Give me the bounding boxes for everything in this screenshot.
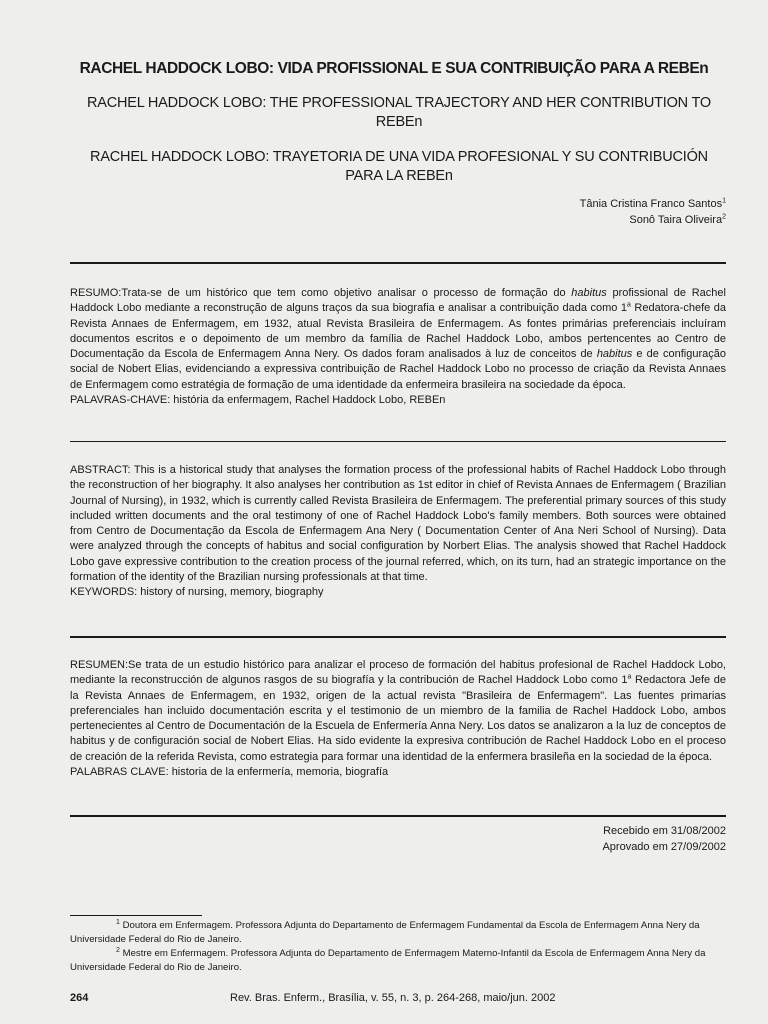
- section-divider: [70, 815, 726, 817]
- title-portuguese: RACHEL HADDOCK LOBO: VIDA PROFISSIONAL E SUA CONTRIBUIÇÃO PARA A REBEn: [79, 60, 709, 77]
- section-divider: [70, 262, 726, 264]
- approved-date: Aprovado em 27/09/2002: [602, 841, 726, 853]
- footnote-divider: [70, 915, 202, 916]
- resumo-text: RESUMO:Trata-se de um histórico que tem como objetivo analisar o processo de formação do habitus profissional de Rachel Haddock Lobo mediante a reconstrução de alguns traços da sua biografia e analisar a contribuição dada como 1$^a$ Redatora-chefe da Revista Annaes de Enfermagem, em 1932, atual Revista Brasileira de Enfermagem. As fontes primárias preferenciais incluíram documentos escritos e o depoimento de um membro da família de Rachel Haddock Lobo, ambos pertencentes ao Centro de Documentação da Escola de Enfermagem Anna Nery. Os dados foram analisados à luz de conceitos de habitus e de configuração social de Nobert Elias, evidenciando a expressiva contribuição de Rachel Haddock Lobo no processo de criação da Revista Annaes de Enfermagem como estratégia de formação de uma identidade da enfermeira brasileira na sociedade da época.: [70, 287, 727, 391]
- title-spanish: RACHEL HADDOCK LOBO: TRAYETORIA DE UNA VIDA PROFESIONAL Y SU CONTRIBUCIÓN PARA LA REBEn: [90, 149, 708, 184]
- section-divider: [70, 636, 726, 638]
- author: Tânia Cristina Franco Santos$^1$: [579, 197, 726, 210]
- resumen-text: RESUMEN:Se trata de un estudio histórico para analizar el proceso de formación del habitus profesional de Rachel Haddock Lobo, mediante la reconstrucción de algunos rasgos de su biografía y la contribución de Rachel Haddock Lobo como 1$^a$ Redactora Jefe de la Revista Annaes de Enfermagem, en 1932, origen de la actual revista "Brasileira de Enfermagem". Las fuentes primarias preferenciales han incluido documentación escrita y el testimonio de un miembro de la familia de Rachel Haddock Lobo, ambos pertenecientes al Centro de Documentación de la Escuela de Enfermería Anna Nery. Los datos se analizaron a la luz de conceptos de habitus y de configuración social de Nobert Elias. Ha sido evidente la expresiva contribución de Rachel Haddock Lobo en el proceso de creación de la referida Revista, como estrategia para formar una identidad de la enfermera brasileña en la sociedad de la época.: [70, 659, 726, 763]
- resumen-block: [70, 658, 726, 780]
- page-number: 264: [70, 992, 89, 1004]
- footnotes: [70, 919, 726, 975]
- author: Sonô Taira Oliveira$^2$: [629, 213, 726, 226]
- section-divider: [70, 441, 726, 442]
- abstract-text: ABSTRACT: This is a historical study that analyses the formation process of the professional habits of Rachel Haddock Lobo through the reconstruction of her biography. It also analyses her contribution as 1st editor in chief of Revista Annaes de Enfermagem ( Brazilian Journal of Nursing), in 1932, which is currently called Revista Brasileira de Enfermagem. The preferential primary sources of this study included written documents and the oral testimony of one of Rachel Haddock Lobo's family members. Both sources were obtained from Centro de Documentação da Escola de Enfermagem Ana Nery ( Documentation Center of Ana Neri School of Nursing). Data were analyzed through the concepts of habitus and social configuration by Norbert Elias. The analysis showed that Rachel Haddock Lobo gave expressive contribution to the creation process of the journal referred, which, on its turn, had an strategic importance on the formation of the identity of the Brazilian nursing professionals at that time.: [70, 464, 726, 584]
- author-list: [580, 196, 726, 228]
- footnote-marker: 2: [722, 213, 726, 221]
- title-english: RACHEL HADDOCK LOBO: THE PROFESSIONAL TRAJECTORY AND HER CONTRIBUTION TO REBEn: [87, 95, 711, 130]
- footnote: $^2$ Mestre em Enfermagem. Professora Adjunta do Departamento de Enfermagem Materno-Infantil da Escola de Enfermagem Anna Nery da Universidade Federal do Rio de Janeiro.: [70, 947, 706, 973]
- received-date: Recebido em 31/08/2002: [603, 825, 726, 837]
- footnote: $^1$ Doutora em Enfermagem. Professora Adjunta do Departamento de Enfermagem Fundamental da Escola de Enfermagem Anna Nery da Universidade Federal do Rio de Janeiro.: [70, 918, 700, 945]
- journal-citation: Rev. Bras. Enferm., Brasília, v. 55, n. 3, p. 264-268, maio/jun. 2002: [230, 992, 556, 1004]
- resumo-keywords: PALAVRAS-CHAVE: história da enfermagem, Rachel Haddock Lobo, REBEn: [70, 394, 446, 407]
- resumo-block: [70, 286, 726, 408]
- footnote-marker: 1: [722, 197, 726, 205]
- submission-dates: [602, 823, 726, 855]
- abstract-block: [70, 463, 726, 601]
- abstract-keywords: KEYWORDS: history of nursing, memory, biography: [70, 586, 324, 599]
- resumen-keywords: PALABRAS CLAVE: historia de la enfermería, memoria, biografía: [70, 766, 389, 779]
